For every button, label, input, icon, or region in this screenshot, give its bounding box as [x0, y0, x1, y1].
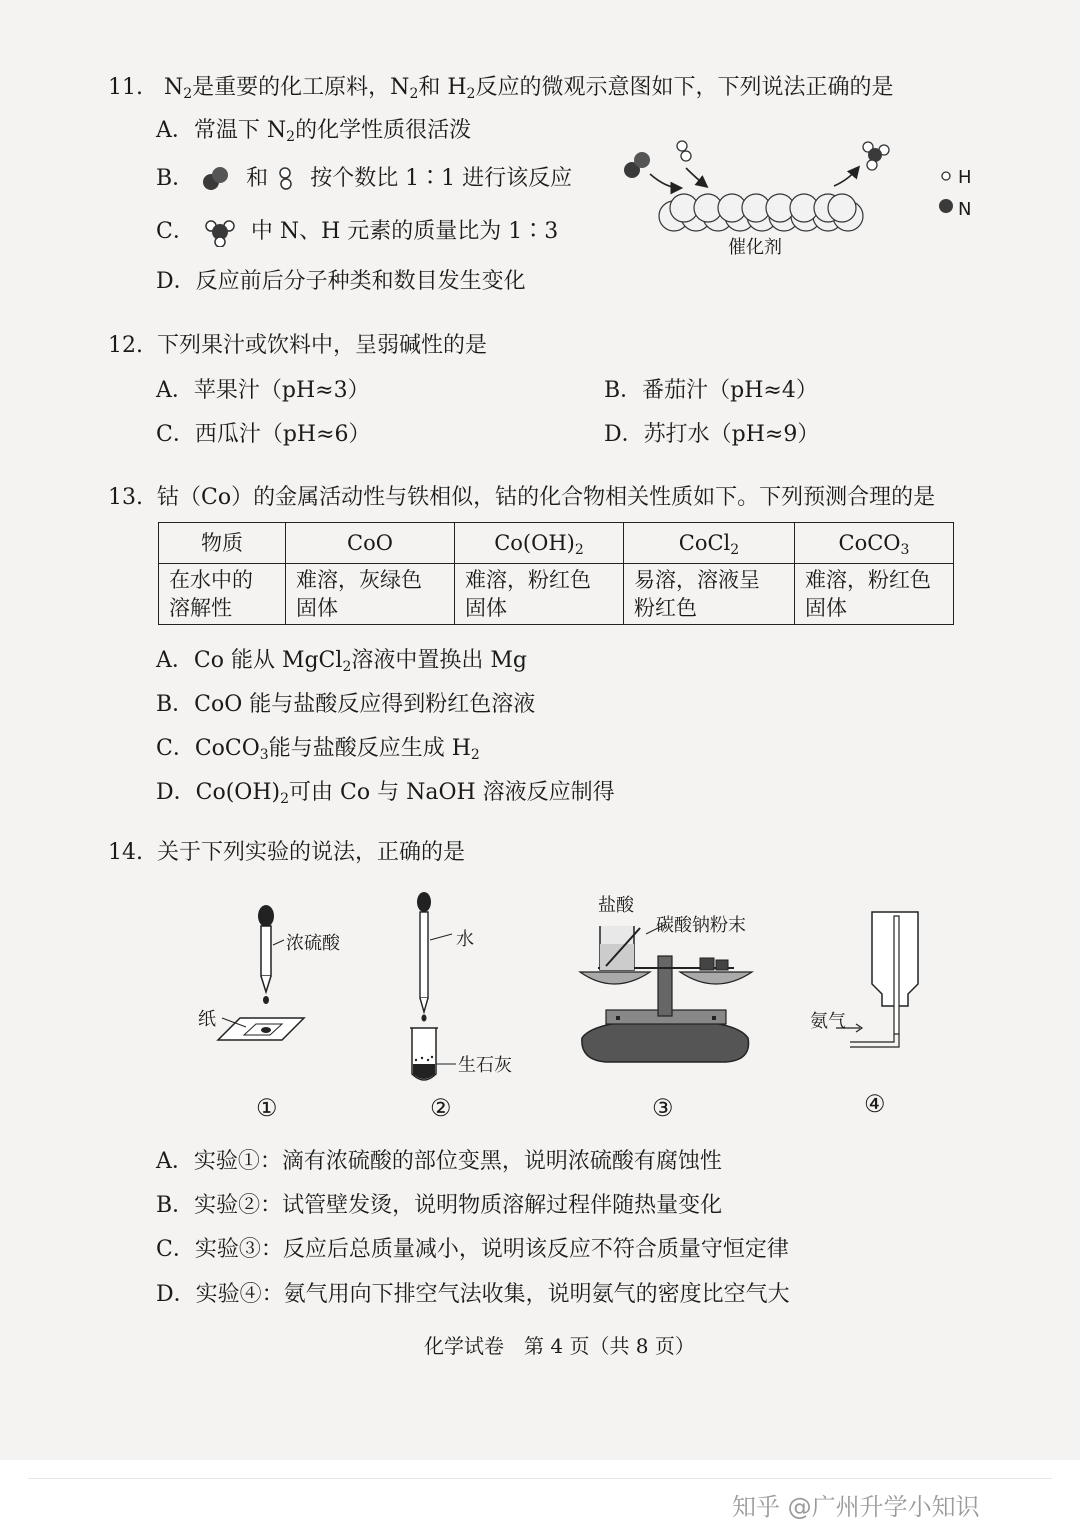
table-header-cell: $Co(OH)_2$ — [455, 523, 624, 564]
h2-molecule-icon — [275, 165, 297, 193]
legend-h-icon — [940, 170, 952, 182]
table-cell: 难溶，粉红色 固体 — [795, 564, 954, 625]
table-cell: 难溶，灰绿色 固体 — [286, 564, 455, 625]
q13-option-a[interactable]: A．Co 能从 MgCl$_2$溶液中置换出 Mg — [156, 648, 527, 675]
experiment-1-diagram — [210, 900, 320, 1060]
q12-option-a[interactable]: A．苹果汁（pH≈3） — [156, 378, 370, 403]
catalyst-label: 催化剂 — [728, 237, 782, 258]
q13-option-b[interactable]: B．CoO 能与盐酸反应得到粉红色溶液 — [156, 692, 536, 717]
q12-option-d[interactable]: D．苏打水（pH≈9） — [604, 422, 820, 447]
q13-stem: 13. 钴（Co）的金属活动性与铁相似，钴的化合物相关性质如下。下列预测合理的是 — [108, 485, 936, 510]
table-cell: 难溶，粉红色 固体 — [455, 564, 624, 625]
q13-option-c[interactable]: C．CoCO$_3$能与盐酸反应生成 $H_2$ — [156, 736, 480, 763]
label-ammonia: 氨气 — [810, 1011, 846, 1032]
q11-option-b[interactable]: B． 和 按个数比 1∶1 进行该反应 — [156, 166, 573, 191]
table-header-row — [159, 523, 954, 564]
q14-option-a[interactable]: A．实验①：滴有浓硫酸的部位变黑，说明浓硫酸有腐蚀性 — [156, 1149, 722, 1174]
q14-option-b[interactable]: B．实验②：试管壁发烫，说明物质溶解过程伴随热量变化 — [156, 1193, 723, 1218]
legend-n-icon — [938, 198, 954, 214]
table-row — [159, 564, 954, 625]
q14-option-c[interactable]: C．实验③：反应后总质量减小，说明该反应不符合质量守恒定律 — [156, 1237, 789, 1262]
nh3-molecule-icon — [202, 217, 238, 247]
label-concentrated-sulfuric-acid: 浓硫酸 — [286, 933, 340, 954]
label-sodium-carbonate-powder: 碳酸钠粉末 — [656, 915, 746, 936]
page-footer: 化学试卷 第 4 页（共 8 页） — [424, 1334, 695, 1358]
experiment-2-number: ② — [430, 1094, 452, 1122]
table-header-cell: CoCO$_3$ — [795, 523, 954, 564]
experiment-1-number: ① — [256, 1094, 278, 1122]
cobalt-compounds-table — [158, 522, 954, 625]
q12-option-c[interactable]: C．西瓜汁（pH≈6） — [156, 422, 371, 447]
q12-stem: 12. 下列果汁或饮料中，呈弱碱性的是 — [108, 333, 488, 358]
n2-molecule-icon — [201, 165, 231, 193]
table-cell: 在水中的 溶解性 — [159, 564, 286, 625]
label-water: 水 — [456, 929, 474, 950]
label-quicklime: 生石灰 — [458, 1055, 512, 1076]
table-header-cell: CoO — [286, 523, 455, 564]
q11-option-d[interactable]: D．反应前后分子种类和数目发生变化 — [156, 269, 526, 294]
experiment-2-diagram — [400, 888, 460, 1088]
q11-number: 11. — [108, 75, 143, 100]
legend-h-label: H — [958, 167, 972, 188]
q11-option-a[interactable]: A．常温下 $N_2$的化学性质很活泼 — [156, 118, 472, 145]
experiment-3-number: ③ — [652, 1094, 674, 1122]
legend-n-label: N — [958, 199, 972, 220]
q14-option-d[interactable]: D．实验④：氨气用向下排空气法收集，说明氨气的密度比空气大 — [156, 1282, 790, 1307]
q13-option-d[interactable]: D．$Co(OH)_2$可由 Co 与 NaOH 溶液反应制得 — [156, 780, 615, 807]
table-cell: 易溶，溶液呈 粉红色 — [624, 564, 795, 625]
label-hydrochloric-acid: 盐酸 — [598, 895, 634, 916]
q12-option-b[interactable]: B．番茄汁（pH≈4） — [604, 378, 818, 403]
q11-option-c[interactable]: C． 中 N、H 元素的质量比为 1∶3 — [156, 217, 558, 247]
divider — [28, 1478, 1052, 1479]
label-paper: 纸 — [198, 1009, 216, 1030]
q11-stem: 11. $N_2$是重要的化工原料，$N_2$和 $H_2$反应的微观示意图如下，下列说法正确的是 — [108, 75, 894, 102]
table-header-cell: 物质 — [159, 523, 286, 564]
table-header-cell: CoCl$_2$ — [624, 523, 795, 564]
watermark-text: 知乎 @广州升学小知识 — [732, 1493, 980, 1521]
q14-stem: 14. 关于下列实验的说法，正确的是 — [108, 840, 466, 865]
experiment-4-number: ④ — [864, 1090, 886, 1118]
